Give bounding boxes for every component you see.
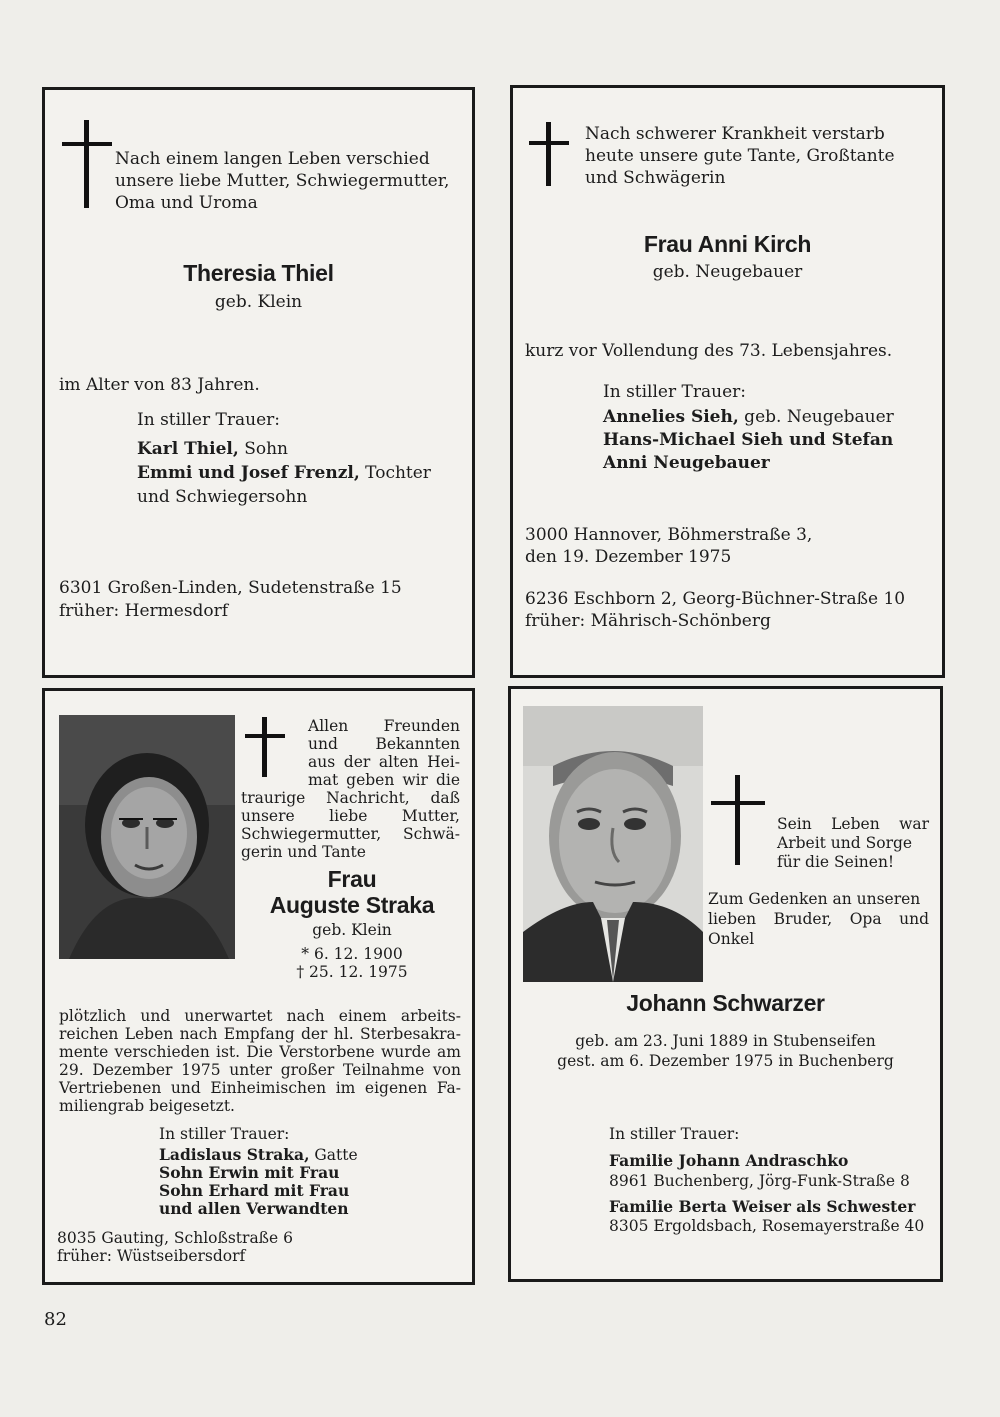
portrait-photo xyxy=(59,715,235,959)
cross-icon xyxy=(529,122,569,188)
maiden-name: geb. Klein xyxy=(312,921,392,939)
address: 3000 Hannover, Böhmerstraße 3, xyxy=(525,525,813,545)
intro-line: für die Seinen! xyxy=(777,853,895,871)
intro-line: Nach einem langen Leben verschied xyxy=(115,149,430,169)
maiden-name: geb. Neugebauer xyxy=(652,262,803,282)
intro-line: Sein Leben war xyxy=(777,815,929,833)
mourning-label: In stiller Trauer: xyxy=(159,1125,290,1143)
body-line: 29. Dezember 1975 unter großer Teilnahme von xyxy=(59,1061,461,1079)
body-line: Vertriebenen und Einheimischen im eigenen Fa- xyxy=(59,1079,461,1097)
intro-line: Oma und Uroma xyxy=(115,193,258,213)
former-home: früher: Mährisch-Schönberg xyxy=(525,611,771,631)
cross-icon xyxy=(711,775,765,867)
mourner-line: und allen Verwandten xyxy=(159,1199,349,1218)
cross-icon xyxy=(245,717,285,779)
intro-line: traurige Nachricht, daß xyxy=(241,789,460,807)
birth-date: geb. am 23. Juni 1889 in Stubenseifen xyxy=(575,1032,876,1050)
obituary-anni-kirch xyxy=(510,85,945,678)
memory-line: Onkel xyxy=(708,930,755,948)
deceased-title: Frau xyxy=(327,866,377,892)
mourner-line: Annelies Sieh, geb. Neugebauer xyxy=(603,407,894,427)
deceased-name: Frau Anni Kirch xyxy=(643,231,812,257)
mourning-label: In stiller Trauer: xyxy=(609,1125,740,1143)
mourner-line: Anni Neugebauer xyxy=(603,453,770,473)
mourning-label: In stiller Trauer: xyxy=(603,382,746,402)
address: 6301 Großen-Linden, Sudetenstraße 15 xyxy=(59,578,402,598)
former-home: früher: Hermesdorf xyxy=(59,601,229,621)
mourner-address: 8961 Buchenberg, Jörg-Funk-Straße 8 xyxy=(609,1172,910,1190)
death-date: gest. am 6. Dezember 1975 in Buchenberg xyxy=(557,1052,894,1070)
page-number: 82 xyxy=(44,1309,67,1330)
body-line: mente verschieden ist. Die Verstorbene wurde am xyxy=(59,1043,461,1061)
portrait-photo xyxy=(523,706,703,982)
mourning-label: In stiller Trauer: xyxy=(137,410,280,430)
date: den 19. Dezember 1975 xyxy=(525,547,732,567)
intro-line: unsere liebe Mutter, xyxy=(241,807,460,825)
address: 8035 Gauting, Schloßstraße 6 xyxy=(57,1229,293,1247)
deceased-name: Auguste Straka xyxy=(269,892,435,918)
body-line: reichen Leben nach Empfang der hl. Sterbesakra- xyxy=(59,1025,461,1043)
mourner-line: Karl Thiel, Sohn xyxy=(137,439,288,459)
maiden-name: geb. Klein xyxy=(214,292,303,312)
intro-line: mat geben wir die xyxy=(308,771,460,789)
mourner-line: Sohn Erwin mit Frau xyxy=(159,1163,340,1182)
former-home: früher: Wüstseibersdorf xyxy=(57,1247,246,1265)
intro-line: gerin und Tante xyxy=(241,843,366,861)
memory-line: lieben Bruder, Opa und xyxy=(708,910,929,928)
intro-line: heute unsere gute Tante, Großtante xyxy=(585,146,895,166)
body-line: miliengrab beigesetzt. xyxy=(59,1097,235,1115)
mourner-line: Emmi und Josef Frenzl, Tochter xyxy=(137,463,431,483)
intro-line: Arbeit und Sorge xyxy=(777,834,913,852)
obituary-auguste-straka xyxy=(42,688,475,1285)
mourner-line: Hans-Michael Sieh und Stefan xyxy=(603,430,894,450)
mourner-line: Ladislaus Straka, Gatte xyxy=(159,1145,358,1164)
memory-line: Zum Gedenken an unseren xyxy=(708,890,921,908)
birth-date: * 6. 12. 1900 xyxy=(301,945,403,963)
cross-icon xyxy=(62,120,112,210)
mourner-line: Sohn Erhard mit Frau xyxy=(159,1181,350,1200)
intro-line: Nach schwerer Krankheit verstarb xyxy=(585,124,885,144)
mourner-line: und Schwiegersohn xyxy=(137,487,308,507)
obituary-johann-schwarzer xyxy=(508,686,943,1282)
mourner-line: Familie Johann Andraschko xyxy=(609,1151,849,1170)
death-date: † 25. 12. 1975 xyxy=(296,963,408,981)
age-text: im Alter von 83 Jahren. xyxy=(59,375,260,395)
body-line: plötzlich und unerwartet nach einem arbeits- xyxy=(59,1007,461,1025)
intro-line: und Bekannten xyxy=(308,735,460,753)
obituary-theresia-thiel xyxy=(42,87,475,678)
intro-line: Allen Freunden xyxy=(308,717,460,735)
intro-line: aus der alten Hei- xyxy=(308,753,460,771)
deceased-name: Theresia Thiel xyxy=(183,260,334,286)
age-text: kurz vor Vollendung des 73. Lebensjahres. xyxy=(525,341,893,361)
address: 6236 Eschborn 2, Georg-Büchner-Straße 10 xyxy=(525,589,906,609)
intro-line: Schwiegermutter, Schwä- xyxy=(241,825,460,843)
intro-line: unsere liebe Mutter, Schwiegermutter, xyxy=(115,171,450,191)
mourner-line: Familie Berta Weiser als Schwester xyxy=(609,1197,916,1216)
intro-line: und Schwägerin xyxy=(585,168,726,188)
mourner-address: 8305 Ergoldsbach, Rosemayerstraße 40 xyxy=(609,1217,925,1235)
deceased-name: Johann Schwarzer xyxy=(626,990,825,1016)
